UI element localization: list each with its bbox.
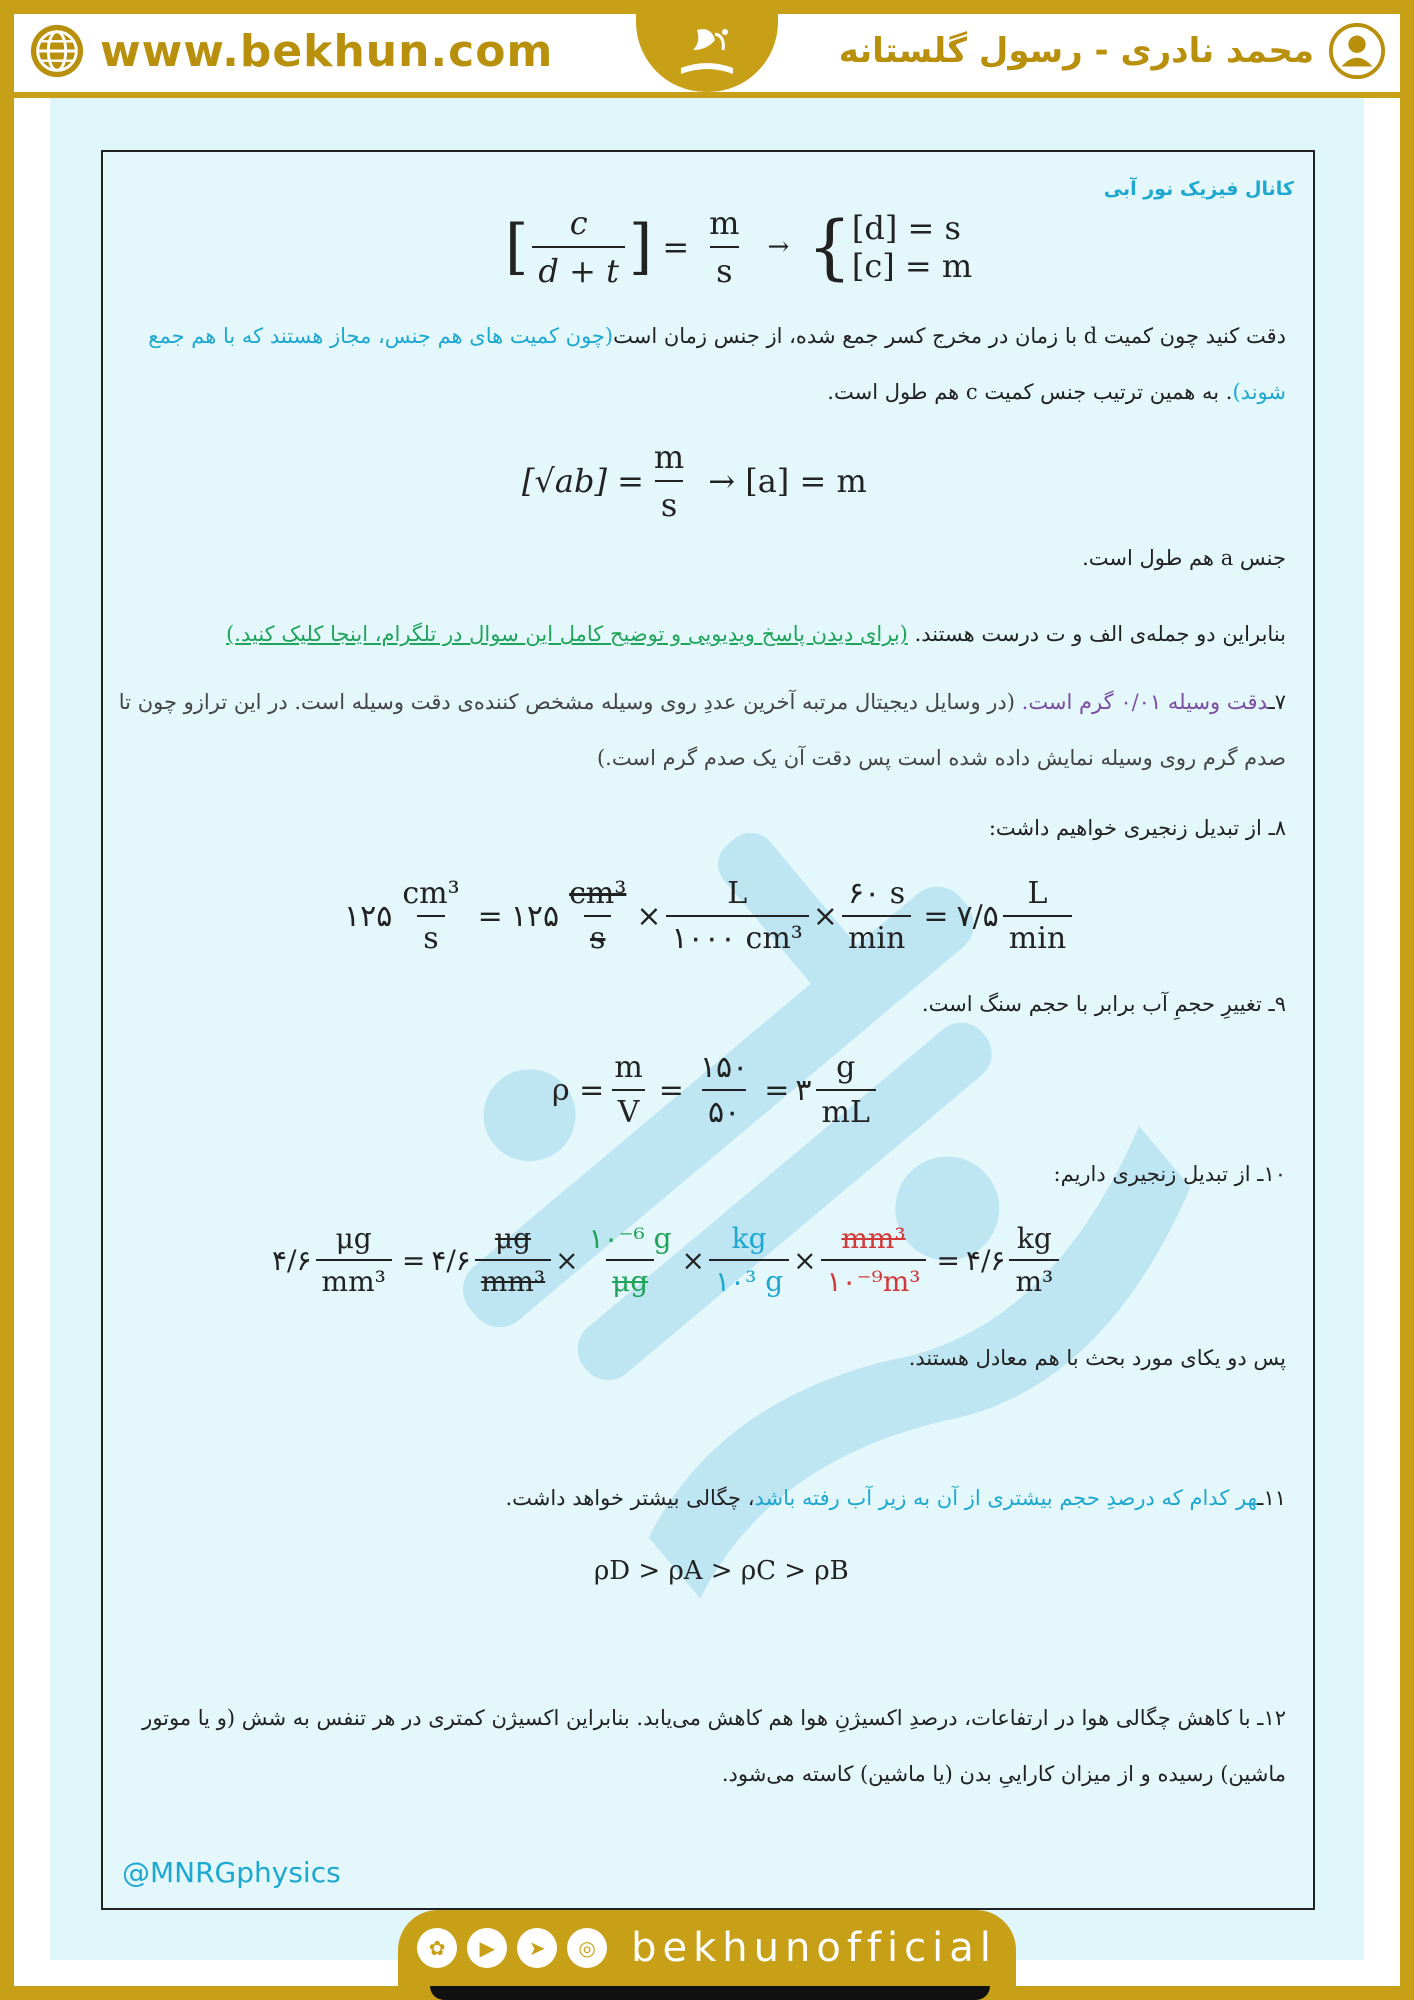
- eq8-frac1: [396, 876, 465, 956]
- eq9-r-den: mL: [816, 1089, 876, 1130]
- q11-highlight: هر کدام که درصدِ حجم بیشتری از آن به زیر آب رفته باشد: [754, 1486, 1258, 1510]
- eq8-f3-num: L: [727, 876, 748, 911]
- eq9-r-num: g: [836, 1050, 856, 1085]
- eq8-f1-den: s: [417, 915, 444, 956]
- youtube-icon[interactable]: ▶: [467, 1928, 507, 1968]
- equation-2: [522, 438, 867, 524]
- q11-number: ۱۱ـ: [1257, 1486, 1286, 1510]
- q11-text: ، چگالی بیشتر خواهد داشت.: [505, 1486, 755, 1510]
- eq1-case-d: [d] = s: [851, 209, 961, 247]
- eq10-f5-den: ۱۰⁻⁹m³: [821, 1259, 927, 1298]
- channel-handle[interactable]: @MNRGphysics: [122, 1856, 341, 1889]
- eq8-f2-den: s: [584, 915, 611, 956]
- eq1-arrow: →: [767, 232, 790, 262]
- eq8-f3-den: ۱۰۰۰ cm³: [666, 915, 809, 956]
- eq1-unit-fraction: [703, 204, 745, 290]
- para1-text-b: . به همین ترتیب جنس کمیت c هم طول است.: [827, 380, 1233, 404]
- eq8-r-den: min: [1003, 915, 1072, 956]
- eq9-f2-den: ۵۰: [702, 1089, 746, 1130]
- aparat-icon[interactable]: ✿: [417, 1928, 457, 1968]
- eq1-fraction: [532, 204, 625, 290]
- eq10-f3-num: ۱۰⁻⁶ g: [588, 1222, 672, 1255]
- eq10-frac4: [709, 1222, 789, 1298]
- eq10-f4-num: kg: [731, 1222, 767, 1255]
- equation-9: ρ = $\frac{m}{V}$ = $\frac{۱۵۰}{۵۰}$ = ۳ $\frac{g}{mL}$: [552, 1050, 880, 1130]
- question-7: [116, 674, 1286, 786]
- telegram-video-link[interactable]: (برای دیدن پاسخ ویدیویی و توضیح کامل این سوال در تلگرام، اینجا کلیک کنید.): [226, 622, 908, 646]
- eq10-r-num: kg: [1016, 1222, 1052, 1255]
- eq9-f1-den: V: [612, 1089, 646, 1130]
- equation-10: ۴/۶ $\frac{\mu g}{\text{mm³}}$ = ۴/۶ $\frac{\mu g}{\text{mm³}}$ × $\frac{\text{۱۰⁻⁶ g}}{\mu g}$ × $\frac{kg}{\text{۱۰³ g}}$ × $\frac{\text{mm³}}{\text{۱۰⁻⁹m³}}$ = ۴/۶ $\frac{kg}{\text{m³}}$: [272, 1222, 1063, 1298]
- paragraph-3: [116, 606, 1286, 662]
- eq8-f2-num: cm³: [569, 876, 627, 911]
- eq2-lhs: [√ab] =: [522, 462, 644, 500]
- eq10-f1-den: mm³: [316, 1259, 392, 1298]
- eq10-result-frac: [1009, 1222, 1059, 1298]
- q7-text: (در وسایل دیجیتال مرتبه آخرین عددِ روی وسیله مشخص کننده‌ی دقت وسیله است. در این ترازو چون تا صدم گرم روی وسیله نمایش داده شده است پس دقت آن یک صدم گرم است.): [118, 690, 1286, 770]
- eq10-frac1: [316, 1222, 392, 1298]
- eq10-coef2: ۴/۶: [431, 1243, 471, 1277]
- question-12: ۱۲ـ با کاهش چگالی هوا در ارتفاعات، درصدِ اکسیژنِ هوا هم کاهش می‌یابد. بنابراین اکسیژن کمتری در هر تنفس به شش (و یا موتور ماشین) رسیده و از میزان کاراییِ بدن (یا ماشین) کاسته می‌شود.: [142, 1706, 1286, 1786]
- author-block: [839, 22, 1386, 80]
- eq9-f1-num: m: [614, 1050, 643, 1085]
- eq8-result-frac: [1003, 876, 1072, 956]
- eq8-frac2: [563, 876, 632, 956]
- eq10-f2-num: μg: [494, 1222, 532, 1255]
- question-10-conclusion: پس دو یکای مورد بحث با هم معادل هستند.: [908, 1346, 1286, 1370]
- paragraph-2: جنس a هم طول است.: [1082, 546, 1286, 570]
- eq1-unit-num: m: [709, 204, 740, 242]
- question-10: ۱۰ـ از تبدیل زنجیری داریم:: [1053, 1162, 1286, 1186]
- eq10-f1-num: μg: [335, 1222, 372, 1255]
- book-logo-icon: [667, 20, 747, 86]
- eq10-f2-den: mm³: [475, 1259, 551, 1298]
- equation-8: ۱۲۵ $\frac{\text{cm³}}{s}$ = ۱۲۵ $\frac{\text{cm³}}{s}$ × $\frac{L}{\text{۱۰۰۰ cm³}}$ × $\frac{۶۰ s}{\min}$ = ۷/۵ $\frac{L}{\min}$: [344, 876, 1076, 956]
- telegram-icon[interactable]: ➤: [517, 1928, 557, 1968]
- eq9-result-frac: [816, 1050, 876, 1130]
- eq8-f4-num: ۶۰ s: [848, 876, 906, 911]
- site-link[interactable]: [28, 22, 553, 80]
- eq8-f1-num: cm³: [402, 876, 460, 911]
- eq1-unit-den: s: [710, 246, 738, 290]
- eq8-frac4: [842, 876, 911, 956]
- eq8-coef1: ۱۲۵: [344, 898, 393, 934]
- footer-handle[interactable]: bekhunofficial: [631, 1925, 997, 1971]
- eq9-lhs: ρ =: [552, 1072, 605, 1108]
- eq2-den: s: [655, 480, 683, 524]
- eq8-result: ۷/۵: [956, 898, 999, 934]
- eq8-frac3: [666, 876, 809, 956]
- eq9-coef: ۳: [795, 1072, 812, 1108]
- para3-text: بنابراین دو جمله‌ی الف و ت درست هستند.: [914, 622, 1286, 646]
- eq8-f4-den: min: [842, 915, 911, 956]
- question-8: ۸ـ از تبدیل زنجیری خواهیم داشت:: [988, 816, 1286, 840]
- footer-shadow: [430, 1986, 990, 2000]
- channel-label: کانال فیزیک نور آبی: [1103, 178, 1294, 200]
- user-icon: [1328, 22, 1386, 80]
- question-11: [116, 1470, 1286, 1526]
- eq10-frac3: [583, 1222, 678, 1298]
- question-9: ۹ـ تغییرِ حجمِ آب برابر با حجم سنگ است.: [921, 992, 1286, 1016]
- eq10-f3-den: μg: [606, 1259, 654, 1298]
- site-url: www.bekhun.com: [100, 25, 554, 77]
- para1-highlight: (چون کمیت های هم جنس، مجاز هستند که با هم جمع شوند): [148, 324, 1286, 404]
- eq10-result: ۴/۶: [965, 1243, 1006, 1277]
- paragraph-1: [116, 308, 1286, 420]
- eq10-frac5: [821, 1222, 927, 1298]
- q7-highlight: دقت وسیله ۰/۰۱ گرم است.: [1021, 690, 1269, 714]
- eq10-r-den: m³: [1009, 1259, 1059, 1298]
- eq10-frac2: [475, 1222, 551, 1298]
- header: [0, 0, 1414, 92]
- eq1-numerator: c: [569, 204, 588, 242]
- equation-11: ρD > ρA > ρC > ρB: [594, 1556, 849, 1586]
- eq2-rhs: → [a] = m: [708, 462, 867, 500]
- instagram-icon[interactable]: ◎: [567, 1928, 607, 1968]
- equation-1: [ $\frac{c}{d + t}$ ] = $\frac{m}{s}$ → { [d] = s [c] = m: [505, 204, 973, 290]
- globe-icon: [28, 22, 86, 80]
- eq10-f4-den: ۱۰³ g: [709, 1259, 789, 1298]
- eq2-num: m: [653, 438, 685, 476]
- eq10-coef1: ۴/۶: [272, 1243, 312, 1277]
- eq8-coef2: ۱۲۵: [510, 898, 560, 934]
- eq8-r-num: L: [1027, 876, 1048, 911]
- para1-text-a: دقت کنید چون کمیت d با زمان در مخرج کسر جمع شده، از جنس زمان است: [613, 324, 1286, 348]
- footer-bar: [398, 1910, 1016, 1986]
- author-names: محمد نادری - رسول گلستانه: [838, 31, 1314, 71]
- eq9-f2-num: ۱۵۰: [699, 1050, 749, 1085]
- eq9-frac2: [694, 1050, 754, 1130]
- eq1-denominator: d + t: [532, 246, 625, 290]
- eq9-frac1: [608, 1050, 648, 1130]
- eq10-f5-num: mm³: [841, 1222, 906, 1255]
- eq2-fraction: [648, 438, 690, 524]
- eq1-case-c: [c] = m: [851, 247, 973, 285]
- q7-number: ۷ـ: [1268, 690, 1286, 714]
